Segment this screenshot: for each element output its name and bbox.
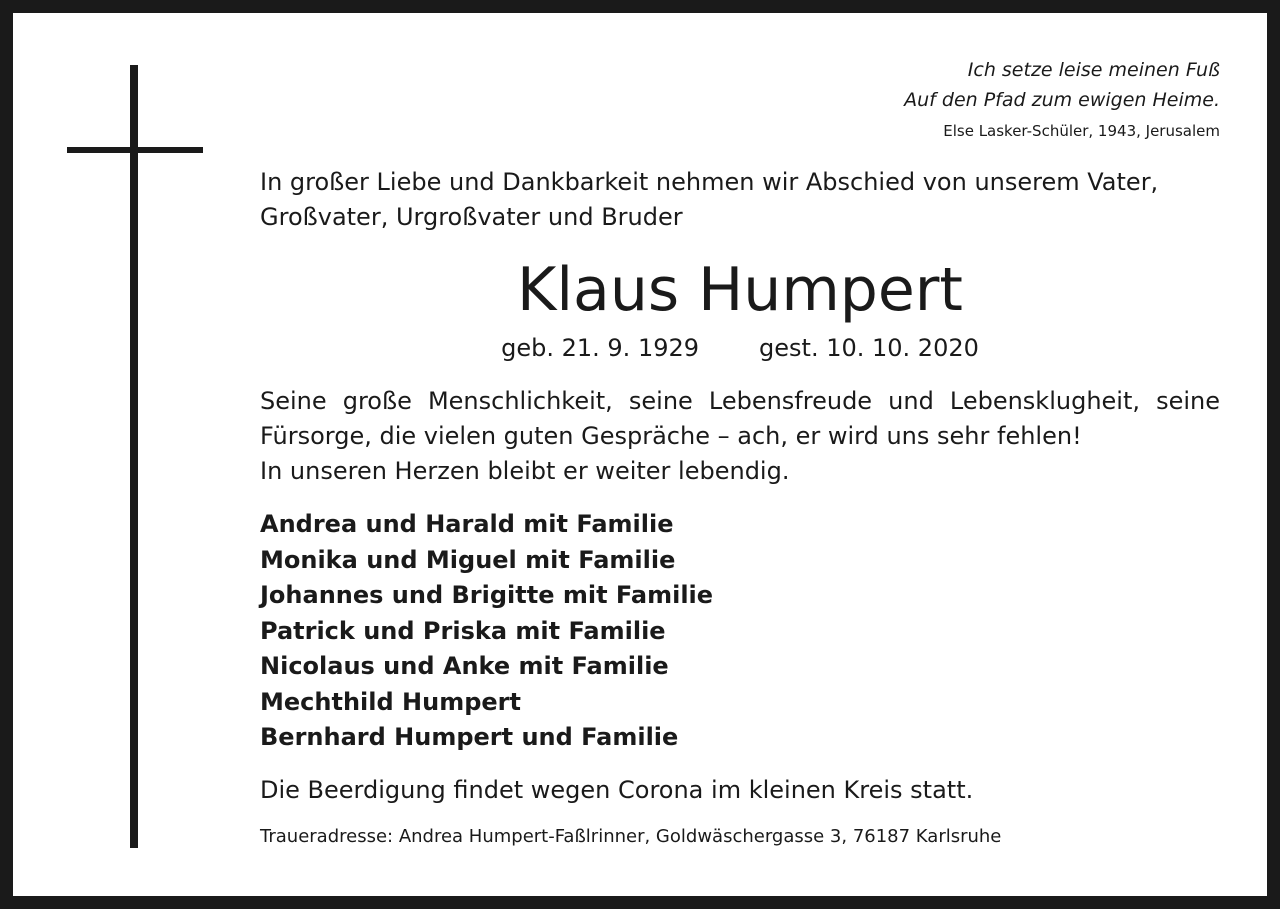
intro-text: In großer Liebe und Dankbarkeit nehmen wir Abschied von unserem Vater, Großvater, Urgroßvater und Bruder <box>260 168 1159 231</box>
mourner-entry: Bernhard Humpert und Familie <box>260 723 679 751</box>
cross-icon-bar <box>67 147 203 153</box>
deceased-name: Klaus Humpert <box>517 255 963 325</box>
mourner-entry: Mechthild Humpert <box>260 687 521 716</box>
mourner-entry: Nicolaus und Anke mit Familie <box>260 652 669 680</box>
tribute-text <box>260 384 1220 489</box>
tribute-closing: In unseren Herzen bleibt er weiter lebendig. <box>260 457 790 485</box>
quote-source: Else Lasker-Schüler, 1943, Jerusalem <box>943 122 1220 140</box>
life-dates <box>260 331 1220 365</box>
cross-icon <box>130 65 138 848</box>
mourner-entry: Johannes und Brigitte mit Familie <box>260 581 714 609</box>
quote-line: Auf den Pfad zum ewigen Heime. <box>904 89 1220 111</box>
poem-quote <box>904 55 1220 115</box>
funeral-note: Die Beerdigung findet wegen Corona im kleinen Kreis statt. <box>260 776 974 804</box>
birth-date: geb. 21. 9. 1929 <box>501 334 700 362</box>
mourner-entry: Andrea und Harald mit Familie <box>260 510 674 538</box>
obituary-notice <box>13 13 1267 896</box>
mourners-list <box>260 507 1220 756</box>
mourner-entry: Monika und Miguel mit Familie <box>260 545 676 574</box>
tribute-paragraph: Seine große Menschlichkeit, seine Lebensfreude und Lebensklugheit, seine Fürsorge, die vielen guten Gespräche – ach, er wird uns sehr fehlen! <box>260 387 1220 450</box>
quote-line: Ich setze leise meinen Fuß <box>967 59 1220 81</box>
mourner-entry: Patrick und Priska mit Familie <box>260 616 666 645</box>
mourning-address: Traueradresse: Andrea Humpert-Faßlrinner, Goldwäschergasse 3, 76187 Karlsruhe <box>260 826 1002 847</box>
death-date: gest. 10. 10. 2020 <box>759 334 979 362</box>
